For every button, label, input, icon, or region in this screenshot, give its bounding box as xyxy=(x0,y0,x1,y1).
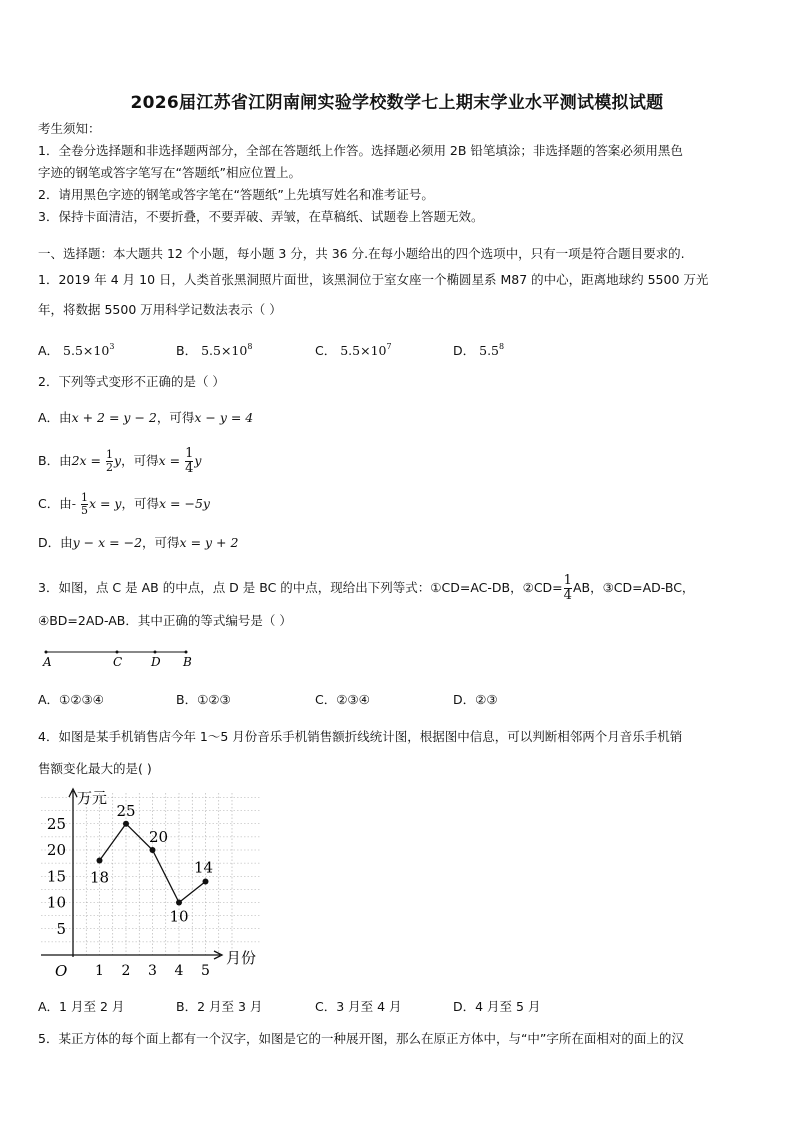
chart-ylabel: 万元 xyxy=(77,789,108,807)
y-tick-label: 20 xyxy=(46,841,66,859)
q3-stem-line1: 3．如图，点 C 是 AB 的中点，点 D 是 BC 的中点，现给出下列等式：①CD=AC-DB，②CD= $\frac{1}{4}$ AB，③CD=AD-BC， xyxy=(38,573,695,603)
chart-grid xyxy=(41,793,260,955)
data-label: 14 xyxy=(193,858,214,877)
chart-origin: O xyxy=(55,962,68,980)
point-c xyxy=(116,651,119,654)
chart-series xyxy=(90,802,213,926)
q2-option-d: D．由y − x = −2，可得x = y + 2 xyxy=(38,535,239,550)
notice-item-2: 2．请用黑色字迹的钢笔或答字笔在“答题纸”上先填写姓名和准考证号。 xyxy=(38,187,434,202)
q1-stem-line2: 年，将数据 5500 万用科学记数法表示（ ） xyxy=(38,302,282,317)
point-b xyxy=(185,651,188,654)
page-title: 2026届江苏省江阴南闸实验学校数学七上期末学业水平测试模拟试题 xyxy=(130,93,664,113)
q4-stem-line1: 4．如图是某手机销售店今年 1～5 月份音乐手机销售额折线统计图，根据图中信息，可以判断相邻两个月音乐手机销 xyxy=(38,729,683,744)
q1-option-d: D． $5.5^8$ xyxy=(453,342,505,358)
fraction: $\frac{1}{4}$ xyxy=(185,446,194,476)
q4-option-d: D．4 月至 5 月 xyxy=(453,999,541,1014)
data-point xyxy=(176,900,182,906)
q3-option-d: D．②③ xyxy=(453,692,498,707)
q5-stem-line1: 5．某正方体的每个面上都有一个汉字，如图是它的一种展开图，那么在原正方体中，与“中”字所在面相对的面上的汉 xyxy=(38,1031,684,1046)
point-a xyxy=(45,651,48,654)
q4-option-a: A．1 月至 2 月 xyxy=(38,999,125,1014)
data-label: 20 xyxy=(148,828,169,846)
label-a: A xyxy=(43,655,52,669)
label-c: C xyxy=(113,655,123,669)
q4-line-chart xyxy=(38,785,268,985)
label-b: B xyxy=(183,655,192,669)
x-tick-label: 5 xyxy=(201,963,210,979)
data-point xyxy=(97,858,103,864)
notice-heading: 考生须知： xyxy=(38,121,101,136)
fraction: $\frac{1}{5}$ xyxy=(80,491,88,517)
q4-stem-line2: 售额变化最大的是( ) xyxy=(38,761,152,776)
point-d xyxy=(154,651,157,654)
q1-stem-line1: 1．2019 年 4 月 10 日，人类首张黑洞照片面世，该黑洞位于室女座一个椭圆星系 M87 的中心，距离地球约 5500 万光 xyxy=(38,272,709,287)
q3-segment-figure xyxy=(38,645,198,671)
x-tick-label: 1 xyxy=(95,963,104,979)
q3-option-c: C．②③④ xyxy=(315,692,370,707)
q1-option-b: B． $5.5\times 10^8$ xyxy=(176,342,253,358)
y-tick-label: 10 xyxy=(46,893,66,912)
q2-option-b: B．由2x = $\frac{1}{2}$ y，可得x = $\frac{1}{4}$ y xyxy=(38,446,202,476)
q1-option-c: C． $5.5\times 10^7$ xyxy=(315,342,392,358)
q4-option-c: C．3 月至 4 月 xyxy=(315,999,402,1014)
y-tick-label: 15 xyxy=(46,867,66,886)
notice-item-3: 3．保持卡面清洁，不要折叠，不要弄破、弄皱，在草稿纸、试题卷上答题无效。 xyxy=(38,209,484,224)
data-label: 25 xyxy=(116,801,136,820)
q3-stem-line2: ④BD=2AD-AB．其中正确的等式编号是（ ） xyxy=(38,613,292,628)
data-point xyxy=(123,821,129,827)
q1-option-a: A． $5.5\times 10^3$ xyxy=(38,342,115,358)
label-d: D xyxy=(151,655,161,669)
fraction: $\frac{1}{2}$ xyxy=(106,448,114,474)
q2-option-a: A．由x + 2 = y − 2，可得x − y = 4 xyxy=(38,410,254,425)
y-tick-label: 5 xyxy=(56,919,66,938)
data-point xyxy=(203,879,209,885)
fraction: $\frac{1}{4}$ xyxy=(563,573,572,603)
data-label: 18 xyxy=(89,868,110,887)
data-point xyxy=(150,847,156,853)
section-heading: 一、选择题：本大题共 12 个小题，每小题 3 分，共 36 分.在每小题给出的四个选项中，只有一项是符合题目要求的. xyxy=(38,246,685,261)
q2-stem: 2．下列等式变形不正确的是（ ） xyxy=(38,374,225,389)
x-tick-label: 4 xyxy=(174,963,184,979)
q3-option-b: B．①②③ xyxy=(176,692,231,707)
q4-option-b: B．2 月至 3 月 xyxy=(176,999,263,1014)
data-label: 10 xyxy=(169,907,189,926)
y-tick-label: 25 xyxy=(46,814,66,833)
x-tick-label: 2 xyxy=(121,963,131,979)
q2-option-c: C．由- $\frac{1}{5}$ x = y，可得x = −5y xyxy=(38,491,210,517)
q3-option-a: A．①②③④ xyxy=(38,692,104,707)
notice-item-1: 1．全卷分选择题和非选择题两部分，全部在答题纸上作答。选择题必须用 2B 铅笔填涂；非选择题的答案必须用黑色 xyxy=(38,143,683,158)
chart-xlabel: 月份 xyxy=(226,949,257,967)
x-tick-label: 3 xyxy=(148,963,157,979)
notice-item-1-cont: 字迹的钢笔或答字笔写在“答题纸”相应位置上。 xyxy=(38,165,301,180)
